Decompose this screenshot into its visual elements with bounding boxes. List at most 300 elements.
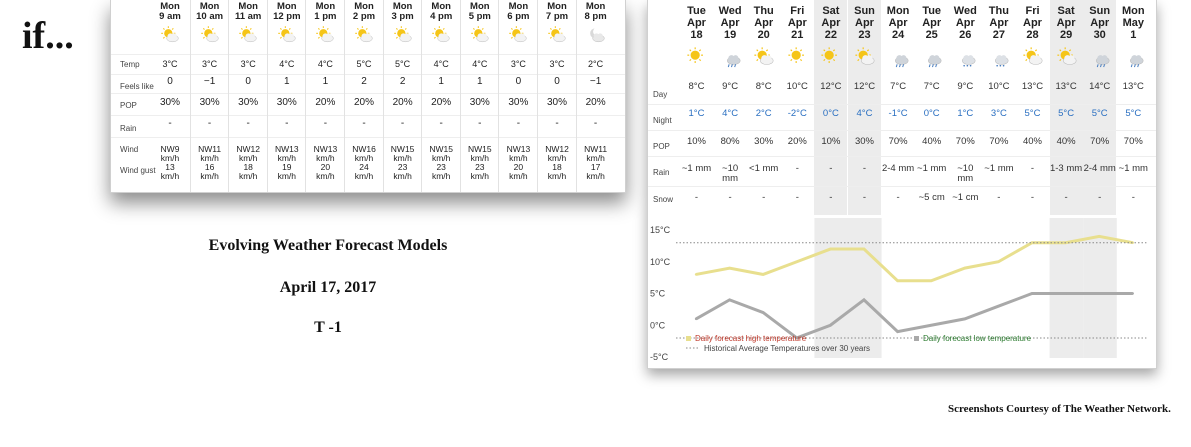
feels-like-value: 0 <box>167 76 173 87</box>
wind-unit: km/h <box>354 153 374 163</box>
hourly-forecast-panel <box>110 0 626 193</box>
data-point <box>1098 292 1100 294</box>
sun-cloud-icon <box>1022 46 1044 73</box>
data-point <box>762 311 764 313</box>
gust-value: 17 <box>590 162 601 172</box>
pop-value: 40% <box>1056 136 1076 147</box>
wind-unit: km/h <box>431 153 451 163</box>
rain-value: ~10 mm <box>722 163 739 184</box>
day-header <box>814 5 847 41</box>
gust-value: 16 <box>204 162 215 172</box>
pop-value: 10% <box>821 136 841 147</box>
pop-value: 30% <box>754 136 774 147</box>
day-header <box>1117 5 1150 41</box>
data-point <box>1098 235 1100 237</box>
hourly-column <box>228 0 267 192</box>
y-tick-label: -5°C <box>650 352 669 362</box>
gust-value: 20 <box>320 162 331 172</box>
rain-value: - <box>829 163 833 174</box>
temp-value: 4°C <box>472 59 488 69</box>
hourly-column <box>460 0 499 192</box>
gust-unit: km/h <box>547 171 567 181</box>
pop-value: 30% <box>854 136 874 147</box>
day-header-mon: May <box>1122 17 1144 29</box>
day-header-dom: 30 <box>1093 29 1106 41</box>
data-point <box>829 248 831 250</box>
data-point <box>964 267 966 269</box>
hour-day-label: Mon <box>238 1 258 12</box>
rain-cloud-icon <box>720 46 742 73</box>
pop-value: 30% <box>276 97 297 108</box>
feels-like-value: −1 <box>203 76 216 87</box>
snow-value: - <box>1064 192 1068 203</box>
day-header-mon: Apr <box>720 17 740 29</box>
wind-unit: km/h <box>316 153 335 163</box>
day-header-dow: Sat <box>822 5 840 17</box>
hourly-column <box>383 0 422 192</box>
snow-value: - <box>1098 192 1102 203</box>
pop-value: 40% <box>922 136 942 147</box>
hourly-column <box>151 0 189 192</box>
night-temp-value: 2°C <box>755 108 772 119</box>
hour-time-label: 5 pm <box>468 11 491 22</box>
wind-value: NW11 <box>584 144 608 154</box>
wind-unit: km/h <box>586 153 605 163</box>
sun-cloud-icon <box>753 46 775 73</box>
sun-cloud-icon <box>393 25 413 50</box>
night-temp-value: -1°C <box>888 108 908 119</box>
data-point <box>1031 292 1033 294</box>
data-point <box>728 267 730 269</box>
gust-value: 20 <box>513 162 524 172</box>
day-temp-value: 8°C <box>755 81 772 92</box>
rain-value: 2-4 mm <box>881 163 915 174</box>
wind-value: NW9 <box>160 144 180 154</box>
snow-value: ~1 cm <box>952 192 979 203</box>
day-header <box>1083 5 1116 41</box>
rain-value: ~1 mm <box>681 163 712 174</box>
day-column <box>848 0 881 215</box>
pop-value: 30% <box>508 97 529 108</box>
night-temp-value: 5°C <box>1091 108 1108 119</box>
hour-day-label: Mon <box>354 1 374 12</box>
temp-value: 3°C <box>162 59 178 69</box>
rain-value: - <box>246 118 250 129</box>
snow-value: - <box>694 192 699 203</box>
pop-value: 30% <box>546 97 567 108</box>
hour-day-label: Mon <box>392 1 413 12</box>
temp-value: 5°C <box>395 59 411 69</box>
day-header-dow: Mon <box>886 5 910 17</box>
wind-value: NW12 <box>236 144 260 154</box>
day-header <box>982 5 1015 41</box>
sun-cloud-icon <box>315 25 335 50</box>
day-header-dow: Thu <box>753 5 774 17</box>
data-point <box>1064 292 1066 294</box>
gust-value: 18 <box>243 162 253 172</box>
rain-value: - <box>478 118 482 129</box>
time-offset-label: T -1 <box>314 319 342 336</box>
gust-unit: km/h <box>160 171 180 181</box>
temp-value: 3°C <box>240 59 256 69</box>
moon-cloud-icon <box>586 25 606 50</box>
row-divider <box>648 104 1156 105</box>
temp-value: 3°C <box>510 59 526 69</box>
day-header-dom: 1 <box>1130 29 1137 41</box>
legend-swatch-low <box>914 336 919 341</box>
day-column <box>814 0 847 215</box>
pop-value: 20% <box>353 97 374 108</box>
day-column <box>882 0 915 215</box>
day-column <box>949 0 982 215</box>
day-header-mon: Apr <box>888 17 908 29</box>
data-point <box>829 324 831 326</box>
pop-value: 20% <box>585 97 606 108</box>
gust-value: 18 <box>552 162 562 172</box>
pop-value: 30% <box>469 97 490 108</box>
snow-value: - <box>762 192 766 203</box>
snow-value: - <box>862 192 867 203</box>
night-temp-value: 5°C <box>1058 108 1075 119</box>
legend-high: Daily forecast high temperature <box>695 334 807 343</box>
rain-value: 1-3 mm <box>1049 163 1083 174</box>
feels-like-value: 0 <box>554 76 560 87</box>
hour-day-label: Mon <box>199 1 220 12</box>
temp-value: 3°C <box>549 59 565 69</box>
data-point <box>997 305 999 307</box>
day-header-dom: 26 <box>959 29 972 41</box>
sun-cloud-icon <box>200 25 220 50</box>
night-temp-value: 5°C <box>1024 108 1041 119</box>
day-header-dom: 22 <box>824 29 838 41</box>
pop-value: 30% <box>199 97 220 108</box>
pop-value: 20% <box>315 97 336 108</box>
hour-day-label: Mon <box>508 1 529 12</box>
gust-unit: km/h <box>586 171 605 181</box>
rain-value: - <box>285 118 289 129</box>
hour-time-label: 1 pm <box>314 11 337 22</box>
screenshot-credit: Screenshots Courtesy of The Weather Network. <box>948 403 1171 415</box>
pop-value: 20% <box>392 97 413 108</box>
hour-day-label: Mon <box>470 1 490 12</box>
snow-value: ~5 cm <box>918 192 945 203</box>
wind-value: NW15 <box>429 144 453 154</box>
gust-unit: km/h <box>238 171 258 181</box>
data-point <box>1031 242 1033 244</box>
day-header-mon: Apr <box>754 17 774 29</box>
day-column <box>781 0 814 215</box>
sun-cloud-icon <box>277 25 297 50</box>
y-tick-label: 10°C <box>650 256 671 267</box>
temp-value: 2°C <box>588 59 604 69</box>
wind-value: NW16 <box>352 144 376 154</box>
day-temp-value: 10°C <box>988 81 1010 92</box>
day-temp-value: 13°C <box>1021 81 1044 92</box>
feels-like-value: −1 <box>589 76 602 87</box>
hourly-column <box>537 0 576 192</box>
presentation-date: April 17, 2017 <box>279 279 377 296</box>
rain-value: - <box>795 163 799 174</box>
y-tick-label: 0°C <box>650 320 666 331</box>
pop-value: 70% <box>955 136 975 147</box>
day-header-dom: 21 <box>791 29 804 41</box>
feels-like-value: 1 <box>438 76 444 87</box>
gust-unit: km/h <box>316 171 335 181</box>
snow-value: - <box>795 192 799 203</box>
row-label-temp: Temp <box>120 60 140 69</box>
data-point <box>863 248 865 250</box>
day-header <box>848 5 881 41</box>
rain-value: ~1 mm <box>917 163 947 174</box>
gust-unit: km/h <box>431 171 451 181</box>
weekend-band <box>814 218 848 358</box>
temp-value: 3°C <box>202 59 218 69</box>
day-temp-value: 8°C <box>688 81 705 92</box>
gust-value: 23 <box>475 162 485 172</box>
fourteen-day-forecast-panel <box>647 0 1157 369</box>
day-header <box>1016 5 1049 41</box>
day-header-dom: 23 <box>858 29 871 41</box>
wind-value: NW13 <box>313 144 338 154</box>
day-temp-value: 13°C <box>1122 81 1144 92</box>
sun-cloud-icon <box>238 25 258 50</box>
rain-cloud-icon <box>921 46 943 73</box>
night-temp-value: 3°C <box>990 108 1007 119</box>
row-label-rain: Rain <box>653 168 670 177</box>
night-temp-value: 0°C <box>822 108 839 119</box>
weekend-band <box>848 218 882 358</box>
day-header-dom: 25 <box>925 29 938 41</box>
day-header-dow: Fri <box>790 5 805 17</box>
hour-time-label: 8 pm <box>584 11 607 22</box>
wind-value: NW13 <box>506 144 531 154</box>
wind-value: NW15 <box>467 144 492 154</box>
hour-day-label: Mon <box>547 1 567 12</box>
wind-unit: km/h <box>160 153 180 163</box>
wind-unit: km/h <box>393 153 412 163</box>
pop-value: 10% <box>686 136 706 147</box>
feels-like-value: 1 <box>477 76 483 87</box>
hour-time-label: 6 pm <box>507 11 530 22</box>
day-header-dow: Wed <box>953 5 977 17</box>
day-column <box>1016 0 1049 215</box>
rain-value: - <box>555 118 559 129</box>
sun-icon <box>686 46 708 73</box>
day-column <box>1083 0 1116 215</box>
row-divider <box>648 130 1156 131</box>
row-divider <box>648 186 1156 187</box>
gust-value: 19 <box>282 162 292 172</box>
snow-value: - <box>829 192 833 203</box>
day-header-mon: Apr <box>787 17 807 29</box>
rain-value: - <box>439 118 443 129</box>
sun-cloud-icon <box>354 25 374 50</box>
rain-value: - <box>207 118 212 129</box>
day-column <box>680 0 713 215</box>
snow-value: - <box>1030 192 1035 203</box>
sun-cloud-icon <box>470 25 490 50</box>
rain-value: - <box>323 118 328 129</box>
data-point <box>896 280 898 282</box>
night-temp-value: 4°C <box>722 108 739 119</box>
snow-value: - <box>997 192 1001 203</box>
day-header-dow: Wed <box>718 5 742 17</box>
day-temp-value: 14°C <box>1089 81 1111 92</box>
wind-value: NW12 <box>545 144 569 154</box>
day-header-mon: Apr <box>922 17 942 29</box>
day-header-dow: Fri <box>1025 5 1040 17</box>
rain-value: <1 mm <box>749 163 779 174</box>
pop-value: 70% <box>1123 136 1143 147</box>
day-column <box>747 0 780 215</box>
hourly-column <box>190 0 229 192</box>
day-header-mon: Apr <box>1090 17 1110 29</box>
day-header-mon: Apr <box>821 17 841 29</box>
snow-value: - <box>1131 192 1135 203</box>
night-temp-value: -2°C <box>787 108 807 119</box>
presentation-title: Evolving Weather Forecast Models <box>208 237 448 254</box>
rain-value: 2-4 mm <box>1083 163 1116 174</box>
hourly-column <box>344 0 383 192</box>
sun-icon <box>820 46 842 73</box>
rain-value: - <box>362 118 366 129</box>
hour-time-label: 10 am <box>196 11 224 22</box>
day-header-mon: Apr <box>989 17 1009 29</box>
day-header-dow: Sun <box>1089 5 1111 17</box>
day-header-dow: Tue <box>687 5 706 17</box>
temp-value: 4°C <box>433 59 449 69</box>
legend-swatch-high <box>686 336 691 341</box>
day-header-mon: Apr <box>1056 17 1076 29</box>
feels-like-value: 1 <box>284 76 290 87</box>
hour-day-label: Mon <box>160 1 180 12</box>
snow-value: - <box>728 192 732 203</box>
rain-value: - <box>516 118 521 129</box>
row-label-gust: Wind gust <box>120 166 156 175</box>
hourly-column <box>267 0 306 192</box>
temp-value: 5°C <box>356 59 372 69</box>
pop-value: 70% <box>888 136 908 147</box>
day-temp-value: 12°C <box>820 81 842 92</box>
sun-icon <box>787 46 809 73</box>
data-point <box>863 299 865 301</box>
day-column <box>714 0 747 215</box>
gust-value: 24 <box>359 162 369 172</box>
snow-cloud-icon <box>955 46 977 73</box>
data-point <box>728 299 730 301</box>
hour-day-label: Mon <box>431 1 451 12</box>
night-temp-value: 4°C <box>856 108 873 119</box>
data-point <box>762 273 764 275</box>
data-point <box>964 318 966 320</box>
day-temp-value: 7°C <box>890 81 907 92</box>
day-header <box>949 5 982 41</box>
pop-value: 40% <box>1022 136 1042 147</box>
hour-time-label: 9 am <box>159 11 181 22</box>
sun-cloud-icon <box>508 25 528 50</box>
hourly-column <box>421 0 460 192</box>
temp-value: 4°C <box>317 59 333 69</box>
row-label-pop: POP <box>653 142 670 151</box>
hour-day-label: Mon <box>585 1 606 12</box>
slide-word: if... <box>22 15 74 57</box>
day-header-dom: 28 <box>1026 29 1039 41</box>
rain-value: ~1 mm <box>984 163 1014 174</box>
sun-cloud-icon <box>547 25 567 50</box>
wind-value: NW13 <box>274 144 299 154</box>
data-point <box>997 261 999 263</box>
row-label-snow: Snow <box>653 195 674 204</box>
gust-unit: km/h <box>470 171 489 181</box>
gust-unit: km/h <box>509 171 528 181</box>
rain-value: - <box>168 118 172 129</box>
gust-value: 23 <box>436 162 446 172</box>
feels-like-value: 2 <box>361 76 367 87</box>
gust-value: 23 <box>397 162 408 172</box>
day-header <box>882 5 915 41</box>
pop-value: 80% <box>720 136 740 147</box>
pop-value: 30% <box>159 97 180 108</box>
data-point <box>930 324 932 326</box>
gust-unit: km/h <box>393 171 412 181</box>
rain-cloud-icon <box>888 46 910 73</box>
snow-value: - <box>896 192 900 203</box>
rain-value: ~1 mm <box>1118 163 1148 174</box>
sun-cloud-icon <box>1056 46 1078 73</box>
data-point <box>695 273 697 275</box>
rain-cloud-icon <box>1123 46 1145 73</box>
hour-time-label: 7 pm <box>545 11 569 22</box>
temp-value: 4°C <box>279 59 295 69</box>
day-header-mon: Apr <box>1023 17 1042 29</box>
wind-unit: km/h <box>277 153 296 163</box>
day-header <box>915 5 948 41</box>
hour-day-label: Mon <box>315 1 336 12</box>
legend-low: Daily forecast low temperature <box>923 334 1032 343</box>
row-label-night: Night <box>653 116 672 125</box>
day-header-dom: 18 <box>690 29 703 41</box>
feels-like-value: 0 <box>245 76 251 87</box>
row-label-wind: Wind <box>120 145 139 154</box>
rain-value: - <box>593 118 598 129</box>
row-label-pop: POP <box>120 101 137 110</box>
data-point <box>896 330 898 332</box>
day-column <box>915 0 948 215</box>
day-header <box>781 5 814 41</box>
data-point <box>930 280 932 282</box>
wind-unit: km/h <box>509 153 528 163</box>
row-divider <box>648 156 1156 157</box>
day-column <box>1117 0 1150 215</box>
wind-value: NW15 <box>390 144 415 154</box>
rain-value: ~10 mm <box>957 163 974 184</box>
day-header-dow: Thu <box>988 5 1009 17</box>
feels-like-value: 2 <box>399 76 406 87</box>
day-header-dow: Tue <box>922 5 942 17</box>
day-header-dom: 19 <box>723 29 737 41</box>
day-header-dow: Sat <box>1057 5 1075 17</box>
day-header-dom: 27 <box>992 29 1006 41</box>
hourly-column <box>305 0 344 192</box>
day-temp-value: 9°C <box>957 81 974 92</box>
temperature-chart <box>648 218 1156 368</box>
hour-time-label: 4 pm <box>430 11 453 22</box>
sun-cloud-icon <box>160 25 180 50</box>
legend-historical: Historical Average Temperatures over 30 years <box>704 344 871 353</box>
day-temp-value: 13°C <box>1055 81 1077 92</box>
snow-cloud-icon <box>988 46 1010 73</box>
day-header-dom: 24 <box>891 29 905 41</box>
